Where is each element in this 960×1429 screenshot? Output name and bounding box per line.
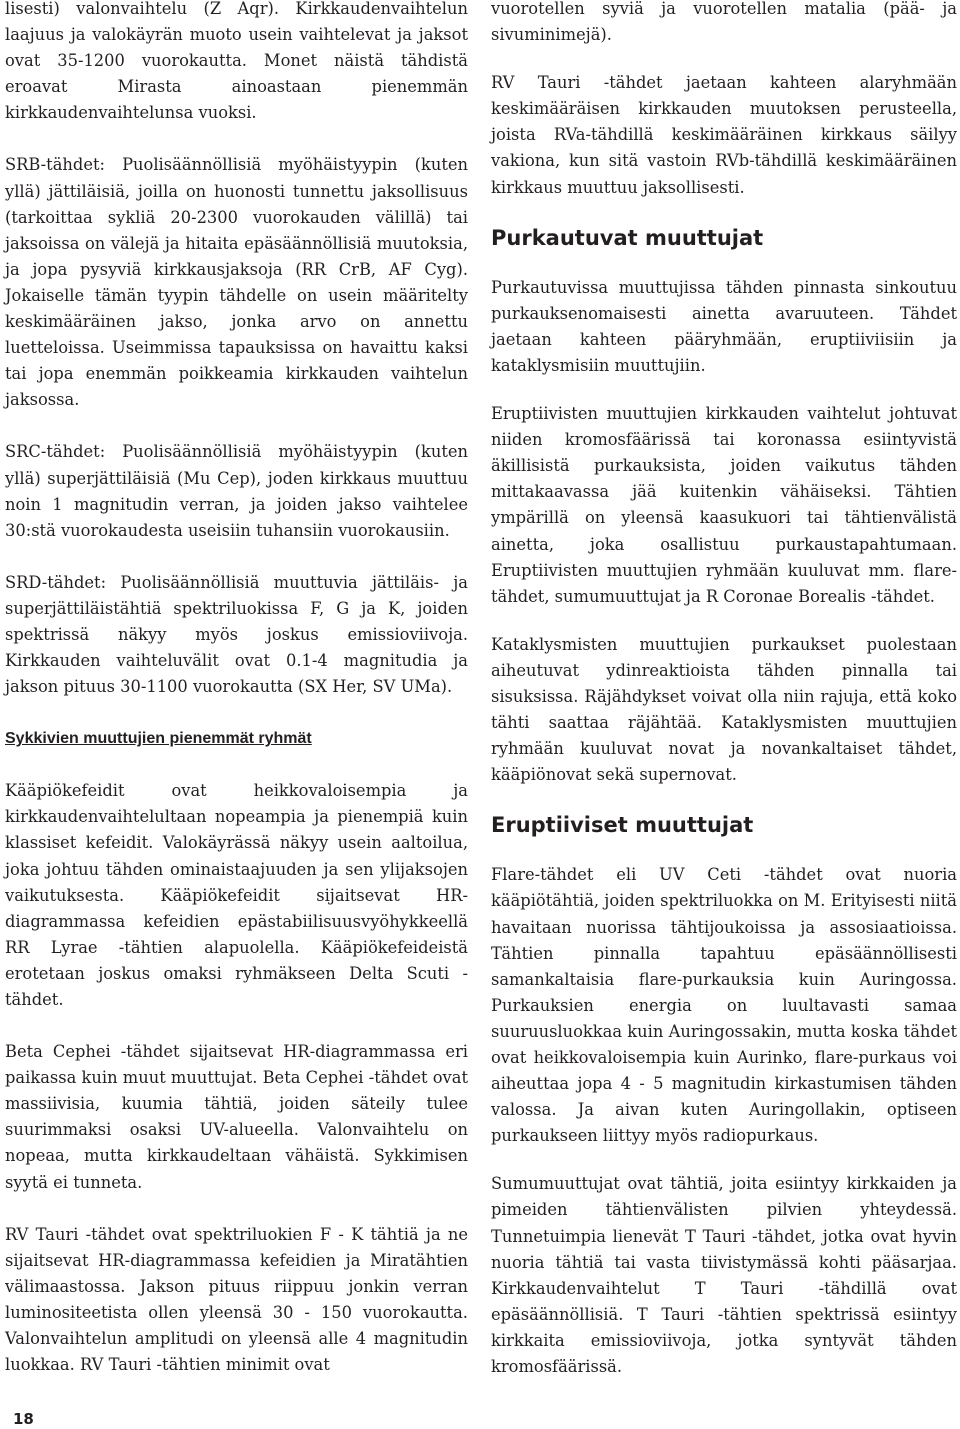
paragraph-eruptive-intro: Purkautuvissa muuttujissa tähden pinnasta sinkoutuu purkauksenomaisesti ainetta avaruuteen. Tähdet jaetaan kahteen pääryhmään, eruptiiviisiin ja kataklysmisiin muuttujiin. <box>491 277 957 375</box>
paragraph-srb: SRB-tähdet: Puolisäännöllisiä myöhäistyypin (kuten yllä) jättiläisiä, joilla on huonosti tunnettu jaksollisuus (tarkoittaa sykliä 20-2300 vuorokauden välillä) tai jaksoissa on välejä ja hitaita epäsäännöllisiä muutoksia, ja jopa pysyviä kirkkausjaksoja (RR CrB, AF Cyg). Jokaiselle tämän tyypin tähdelle on usein määritelty keskimääräinen jakso, jonka arvo on annettu luetteloissa. Useimmissa tapauksissa on havaittu kaksi tai jopa enemmän poikkeamia kirkkauden vaihtelun jaksossa. <box>5 155 468 410</box>
paragraph-rv-tauri-continued: vuorotellen syviä ja vuorotellen matalia (pää- ja sivuminimejä). <box>491 0 957 45</box>
paragraph-rv-subgroups: RV Tauri -tähdet jaetaan kahteen alaryhmään keskimääräisen kirkkauden muutoksen perusteella, joista RVa-tähdillä keskimääräinen kirkkaus säilyy vakiona, kun sitä vastoin RVb-tähdillä keskimääräinen kirkkaus muuttuu jaksollisesti. <box>491 73 957 197</box>
paragraph-eruptive-variables: Eruptiivisten muuttujien kirkkauden vaihtelut johtuvat niiden kromosfäärissä tai koronassa esiintyvistä äkillisistä purkauksista, joiden vaikutus tähden mittakaavassa jää kuitenkin vähäiseksi. Tähtien ympärillä on yleensä kaasukuori tai tähtienvälistä ainetta, joka osallistuu purkaustapahtumaan. Eruptiivisten muuttujien ryhmään kuuluvat mm. flare-tähdet, sumumuuttujat ja R Coronae Borealis -tähdet. <box>491 404 957 606</box>
paragraph-srd: SRD-tähdet: Puolisäännöllisiä muuttuvia jättiläis- ja superjättiläistähtiä spektriluokissa F, G ja K, joiden spektrissä näkyy myös joskus emissioviivoja. Kirkkauden vaihteluvälit ovat 0.1-4 magnitudia ja jakson pituus 30-1100 vuorokautta (SX Her, SV UMa). <box>5 572 468 697</box>
paragraph-flare-stars: Flare-tähdet eli UV Ceti -tähdet ovat nuoria kääpiötähtiä, joiden spektriluokka on M. Erityisesti niitä havaitaan nuorissa tähtijoukoissa ja assosiaatioissa. Tähtien pinnalla tapahtuu epäsäännöllisesti samankaltaisia flare-purkauksia kuin Auringossa. Purkauksien energia on luultavasti samaa suuruusluokkaa kuin Auringossakin, mutta koska tähdet ovat heikkovaloisempia kuin Aurinko, flare-purkaus voi aiheuttaa jopa 4 - 5 magnitudin kirkastumisen tähden valossa. Ja aivan kuten Auringollakin, optiseen purkaukseen liittyy myös radiopurkaus. <box>491 865 957 1146</box>
paragraph-dwarf-cepheids: Kääpiökefeidit ovat heikkovaloisempia ja kirkkaudenvaihtelultaan nopeampia ja pienempiä kuin klassiset kefeidit. Valokäyrässä näkyy usein aaltoilua, joka johtuu tähden ominaistaajuuden ja sen ylijaksojen vaikutuksesta. Kääpiökefeidit sijaitsevat HR-diagrammassa kefeidien epästabiilisuusvyöhykkeellä RR Lyrae -tähtien alapuolella. Kääpiökefeideistä erotetaan joskus omaksi ryhmäkseen Delta Scuti -tähdet. <box>5 781 468 1009</box>
page-number: 18 <box>13 1410 34 1428</box>
paragraph-rv-tauri: RV Tauri -tähdet ovat spektriluokien F - K tähtiä ja ne sijaitsevat HR-diagrammassa kefeidien ja Miratähtien välimaastossa. Jakson pituus riippuu jonkin verran luminositeetista ollen yleensä 30 - 150 vuorokautta. Valonvaihtelun amplitudi on yleensä alle 4 magnitudin luokkaa. RV Tauri -tähtien minimit ovat <box>5 1224 468 1375</box>
paragraph-intro: lisesti) valonvaihtelu (Z Aqr). Kirkkaudenvaihtelun laajuus ja valokäyrän muoto usein vaihtelevat ja jaksot ovat 35-1200 vuorokautta. Monet näistä tähdistä eroavat Mirasta ainoastaan pienemmän kirkkaudenvaihtelunsa vuoksi. <box>5 0 468 123</box>
paragraph-nebular-variables: Sumumuuttujat ovat tähtiä, joita esiintyy kirkkaiden ja pimeiden tähtienvälisten pilvien yhteydessä. Tunnetuimpia lienevät T Tauri -tähdet, jotka ovat hyvin nuoria tähtiä tai vasta tiivistymässä kohti pääsarjaa. Kirkkaudenvaihtelut T Tauri -tähdillä ovat epäsäännöllisiä. T Tauri -tähtien spektrissä esiintyy kirkkaita emissioviivoja, jotka syntyvät tähden kromosfäärissä. <box>491 1174 957 1377</box>
left-column <box>5 0 468 1378</box>
right-column <box>491 0 957 1380</box>
paragraph-src: SRC-tähdet: Puolisäännöllisiä myöhäistyypin (kuten yllä) superjättiläisiä (Mu Cep), joden kirkkaus muuttuu noin 1 magnitudin verran, ja joiden jakso vaihtelee 30:stä vuorokaudesta useisiin tuhansiin vuorokausiin. <box>5 442 468 540</box>
paragraph-beta-cephei: Beta Cephei -tähdet sijaitsevat HR-diagrammassa eri paikassa kuin muut muuttujat. Beta Cephei -tähdet ovat massiivisia, kuumia tähtiä, joiden säteily tulee suurimmaksi osaksi UV-alueella. Valonvaihtelu on nopeaa, mutta kirkkaudeltaan vähäistä. Sykkimisen syytä ei tunneta. <box>5 1042 468 1192</box>
heading-eruptiiviset-muuttujat: Eruptiiviset muuttujat <box>491 813 754 838</box>
paragraph-cataclysmic-variables: Kataklysmisten muuttujien purkaukset puolestaan aiheutuvat ydinreaktioista tähden pinnalla tai sisuksissa. Räjähdykset voivat olla niin rajuja, että koko tähti saattaa räjähtää. Kataklysmisten muuttujien ryhmään kuuluvat novat ja novankaltaiset tähdet, kääpiönovat sekä supernovat. <box>491 634 957 785</box>
heading-purkautuvat-muuttujat: Purkautuvat muuttujat <box>491 225 764 250</box>
subheading-smaller-groups: Sykkivien muuttujien pienemmät ryhmät <box>5 730 312 748</box>
